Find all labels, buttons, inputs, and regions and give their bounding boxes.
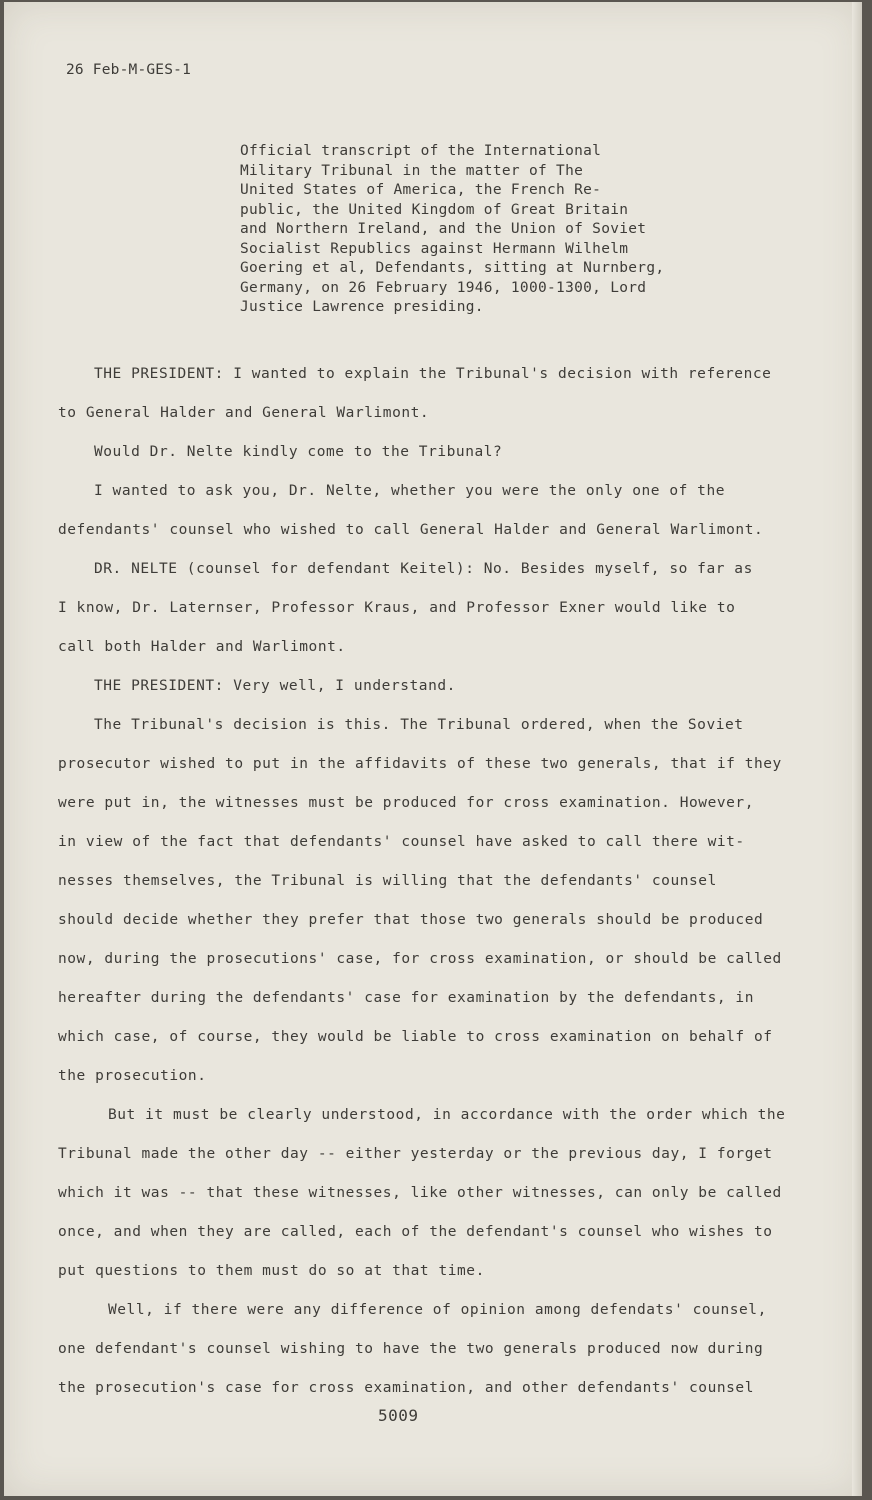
body-line: nesses themselves, the Tribunal is willing that the defendants' counsel [58, 873, 717, 889]
body-line: once, and when they are called, each of the defendant's counsel who wishes to [58, 1224, 773, 1240]
document-header-id: 26 Feb-M-GES-1 [66, 62, 192, 78]
caption-line: Socialist Republics against Hermann Wilhelm [240, 240, 629, 257]
transcript-page [4, 2, 862, 1496]
page-number: 5009 [378, 1406, 419, 1425]
transcript-caption [240, 142, 710, 318]
body-line: were put in, the witnesses must be produced for cross examination. However, [58, 795, 754, 811]
body-line: Would Dr. Nelte kindly come to the Tribunal? [94, 444, 503, 460]
caption-line: Military Tribunal in the matter of The [240, 162, 584, 179]
caption-line: United States of America, the French Re- [240, 182, 602, 198]
body-line: which it was -- that these witnesses, like other witnesses, can only be called [58, 1185, 782, 1201]
body-line: defendants' counsel who wished to call General Halder and General Warlimont. [58, 522, 764, 538]
body-line: THE PRESIDENT: I wanted to explain the Tribunal's decision with reference [94, 366, 772, 382]
body-line: DR. NELTE (counsel for defendant Keitel): No. Besides myself, so far as [94, 561, 753, 577]
body-line: THE PRESIDENT: Very well, I understand. [94, 678, 456, 694]
caption-line: Goering et al, Defendants, sitting at Nurnberg, [240, 260, 665, 276]
body-line: The Tribunal's decision is this. The Tribunal ordered, when the Soviet [94, 717, 744, 733]
caption-line: public, the United Kingdom of Great Britain [240, 201, 629, 218]
body-line: the prosecution's case for cross examination, and other defendants' counsel [58, 1380, 754, 1396]
body-line: one defendant's counsel wishing to have the two generals produced now during [58, 1341, 764, 1357]
body-line: But it must be clearly understood, in accordance with the order which the [108, 1107, 786, 1123]
body-line: in view of the fact that defendants' counsel have asked to call there wit- [58, 834, 745, 850]
page-edge-shadow [852, 2, 862, 1496]
caption-line: Official transcript of the International [240, 143, 602, 159]
body-line: to General Halder and General Warlimont. [58, 405, 430, 421]
body-line: the prosecution. [58, 1068, 207, 1084]
body-line: hereafter during the defendants' case for examination by the defendants, in [58, 990, 754, 1006]
transcript-body [58, 355, 838, 1408]
caption-line: Germany, on 26 February 1946, 1000-1300, Lord [240, 279, 647, 296]
caption-line: and Northern Ireland, and the Union of Soviet [240, 221, 647, 237]
body-line: prosecutor wished to put in the affidavits of these two generals, that if they [58, 756, 782, 772]
body-line: I know, Dr. Laternser, Professor Kraus, and Professor Exner would like to [58, 600, 736, 616]
body-line: Well, if there were any difference of opinion among defendats' counsel, [108, 1302, 767, 1318]
body-line: Tribunal made the other day -- either yesterday or the previous day, I forget [58, 1146, 773, 1162]
body-line: which case, of course, they would be liable to cross examination on behalf of [58, 1029, 773, 1045]
body-line: I wanted to ask you, Dr. Nelte, whether you were the only one of the [94, 483, 726, 499]
caption-line: Justice Lawrence presiding. [240, 299, 484, 315]
body-line: call both Halder and Warlimont. [58, 639, 346, 655]
body-line: put questions to them must do so at that time. [58, 1263, 485, 1279]
body-line: now, during the prosecutions' case, for cross examination, or should be called [58, 951, 782, 967]
body-line: should decide whether they prefer that those two generals should be produced [58, 912, 764, 928]
